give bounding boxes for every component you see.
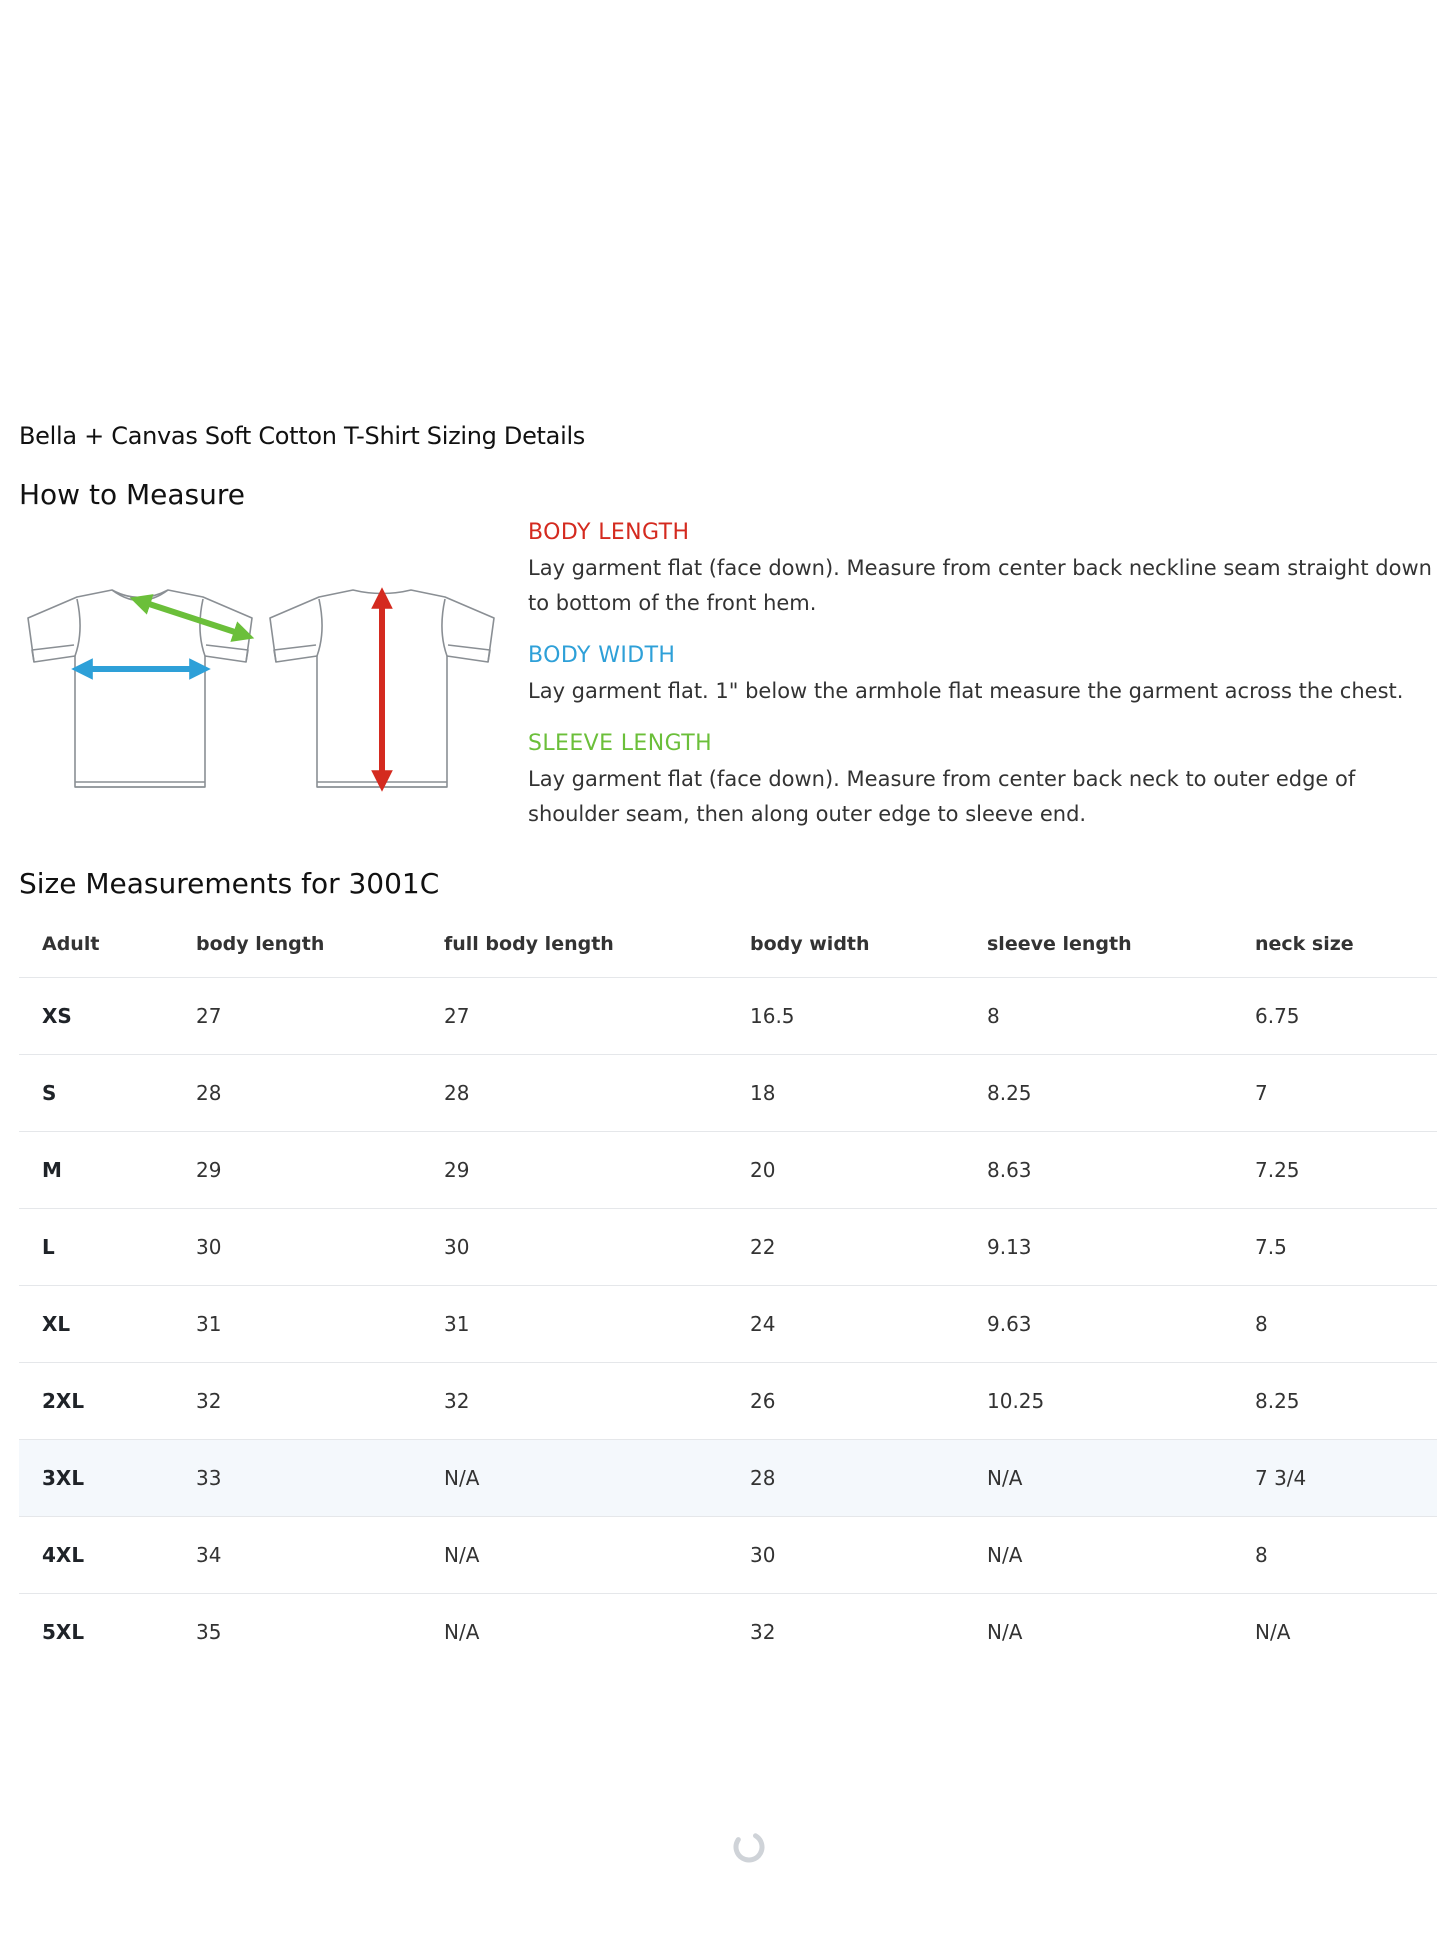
table-cell: 27	[196, 978, 444, 1055]
table-cell: 34	[196, 1517, 444, 1594]
table-cell: 10.25	[987, 1363, 1255, 1440]
table-cell: 29	[196, 1132, 444, 1209]
size-label: S	[19, 1055, 196, 1132]
table-cell: 30	[196, 1209, 444, 1286]
table-row	[19, 1594, 1437, 1671]
instruction-title: BODY WIDTH	[528, 643, 676, 668]
loading-spinner-icon	[731, 1829, 767, 1865]
table-cell: 18	[750, 1055, 987, 1132]
table-cell: 32	[196, 1363, 444, 1440]
size-label: M	[19, 1132, 196, 1209]
table-cell: 32	[750, 1620, 776, 1644]
table-cell: 6.75	[1255, 978, 1437, 1055]
column-header-sleeve-length: sleeve length	[987, 911, 1255, 978]
tshirt-front-icon	[28, 590, 252, 787]
size-label: 2XL	[19, 1363, 196, 1440]
table-cell: 8	[1255, 1286, 1437, 1363]
table-row-hovered	[19, 1440, 1437, 1517]
table-cell: 28	[750, 1440, 987, 1517]
table-cell: N/A	[987, 1620, 1023, 1644]
column-header-body-width: body width	[750, 911, 987, 978]
table-cell: 16.5	[750, 978, 987, 1055]
table-cell: 9.63	[987, 1286, 1255, 1363]
size-label: 5XL	[42, 1620, 85, 1644]
table-cell: 22	[750, 1209, 987, 1286]
table-row	[19, 1363, 1437, 1440]
table-cell: 9.13	[987, 1209, 1255, 1286]
table-cell: N/A	[444, 1517, 750, 1594]
sleeve-length-arrow	[140, 601, 244, 635]
table-cell: N/A	[987, 1517, 1255, 1594]
size-label: 3XL	[19, 1440, 196, 1517]
table-cell: 28	[444, 1055, 750, 1132]
table-row	[19, 1055, 1437, 1132]
table-cell: 24	[750, 1286, 987, 1363]
table-cell: 8	[987, 978, 1255, 1055]
table-cell: N/A	[1255, 1620, 1291, 1644]
table-cell: 7.25	[1255, 1132, 1437, 1209]
table-cell: 20	[750, 1132, 987, 1209]
instruction-title: SLEEVE LENGTH	[528, 731, 713, 756]
instruction-title: BODY LENGTH	[528, 520, 690, 545]
instruction-body-width	[528, 643, 1438, 709]
table-cell: N/A	[987, 1440, 1255, 1517]
table-row	[19, 1517, 1437, 1594]
instruction-text: Lay garment flat (face down). Measure from center back neck to outer edge of shoulder seam, then along outer edge to sleeve end.	[528, 767, 1356, 826]
measurement-instructions	[528, 520, 1438, 854]
size-measurements-heading: Size Measurements for 3001C	[19, 867, 440, 900]
measurement-diagram	[22, 585, 502, 795]
column-header-adult: Adult	[19, 911, 196, 978]
size-label: L	[19, 1209, 196, 1286]
table-cell: 8.25	[987, 1055, 1255, 1132]
column-header-body-length: body length	[196, 911, 444, 978]
table-header-row	[19, 911, 1437, 978]
table-cell: 8	[1255, 1517, 1437, 1594]
instruction-text: Lay garment flat. 1" below the armhole flat measure the garment across the chest.	[528, 679, 1404, 703]
table-row	[19, 1209, 1437, 1286]
instruction-sleeve-length	[528, 731, 1438, 832]
table-cell: 27	[444, 978, 750, 1055]
table-cell: 7	[1255, 1055, 1437, 1132]
table-cell: 8.63	[987, 1132, 1255, 1209]
table-cell: 30	[750, 1517, 987, 1594]
table-cell: N/A	[444, 1440, 750, 1517]
table-cell: N/A	[444, 1620, 480, 1644]
instruction-body-length	[528, 520, 1438, 621]
table-cell: 31	[196, 1286, 444, 1363]
table-row	[19, 978, 1437, 1055]
table-cell: 26	[750, 1363, 987, 1440]
size-table	[19, 911, 1437, 1670]
column-header-full-body-length: full body length	[444, 911, 750, 978]
size-label: XS	[19, 978, 196, 1055]
table-cell: 33	[196, 1440, 444, 1517]
table-row	[19, 1286, 1437, 1363]
table-cell: 32	[444, 1363, 750, 1440]
table-row	[19, 1132, 1437, 1209]
table-cell: 7.5	[1255, 1209, 1437, 1286]
table-cell: 31	[444, 1286, 750, 1363]
page-title: Bella + Canvas Soft Cotton T-Shirt Sizing Details	[19, 422, 586, 450]
table-cell: 7 3/4	[1255, 1440, 1437, 1517]
table-cell: 35	[196, 1620, 222, 1644]
instruction-text: Lay garment flat (face down). Measure from center back neckline seam straight down to bottom of the front hem.	[528, 556, 1432, 615]
table-cell: 28	[196, 1055, 444, 1132]
table-cell: 29	[444, 1132, 750, 1209]
size-label: XL	[19, 1286, 196, 1363]
table-cell: 8.25	[1255, 1363, 1437, 1440]
how-to-measure-heading: How to Measure	[19, 478, 245, 511]
table-cell: 30	[444, 1209, 750, 1286]
size-label: 4XL	[19, 1517, 196, 1594]
column-header-neck-size: neck size	[1255, 911, 1437, 978]
